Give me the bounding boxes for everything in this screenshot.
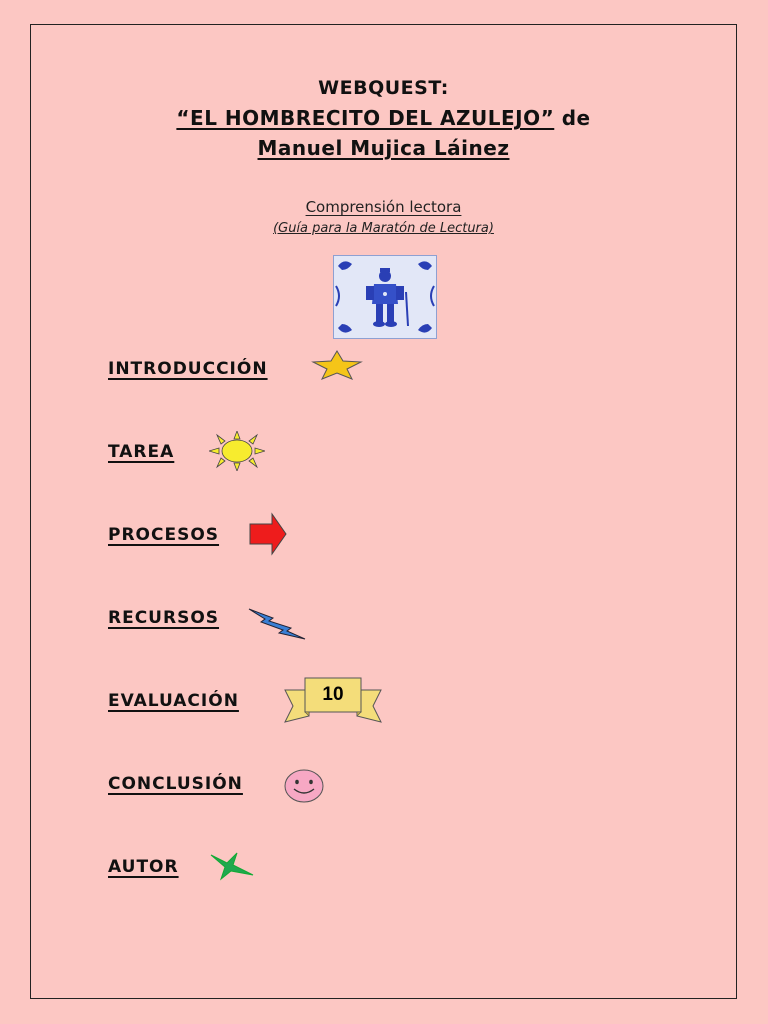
author-name: Manuel Mujica Láinez: [257, 136, 510, 160]
sun-icon: [209, 431, 265, 471]
menu-label-evaluacion[interactable]: EVALUACIÓN: [108, 691, 239, 711]
menu-label-conclusion[interactable]: CONCLUSIÓN: [108, 774, 243, 794]
subtitle-line-1: Comprensión lectora: [305, 198, 462, 216]
header-line-3: [31, 133, 736, 163]
menu-label-tarea[interactable]: TAREA: [108, 442, 175, 462]
book-title: “EL HOMBRECITO DEL AZULEJO”: [176, 106, 555, 130]
ribbon-badge-icon: [283, 676, 383, 724]
subtitle-block: [31, 196, 736, 240]
document-page: [30, 24, 737, 999]
arrow-right-icon: [248, 512, 288, 556]
menu-item-procesos[interactable]: [108, 525, 219, 545]
azulejo-tile-image: [333, 255, 437, 339]
menu-label-procesos[interactable]: PROCESOS: [108, 525, 220, 545]
green-star-icon: [207, 851, 255, 881]
smiley-icon: [283, 768, 325, 804]
menu-label-recursos[interactable]: RECURSOS: [108, 608, 220, 628]
menu-item-conclusion[interactable]: [108, 774, 243, 794]
lightning-icon: [247, 606, 307, 640]
ribbon-badge-value: 10: [322, 684, 344, 705]
header-de: de: [554, 106, 591, 130]
menu-item-recursos[interactable]: [108, 608, 219, 628]
header-line-1: WEBQUEST:: [318, 77, 449, 99]
header-line-2: [31, 103, 736, 133]
star-icon: [311, 350, 363, 380]
menu-item-tarea[interactable]: [108, 442, 174, 462]
subtitle-line-2: (Guía para la Maratón de Lectura): [273, 221, 494, 236]
menu-label-introduccion[interactable]: INTRODUCCIÓN: [108, 359, 268, 379]
menu-item-autor[interactable]: [108, 857, 179, 877]
azulejo-illustration: [334, 256, 436, 338]
menu-item-introduccion[interactable]: [108, 359, 268, 379]
menu-label-autor[interactable]: AUTOR: [108, 857, 179, 877]
document-header: [31, 73, 736, 163]
menu-item-evaluacion[interactable]: [108, 691, 239, 711]
